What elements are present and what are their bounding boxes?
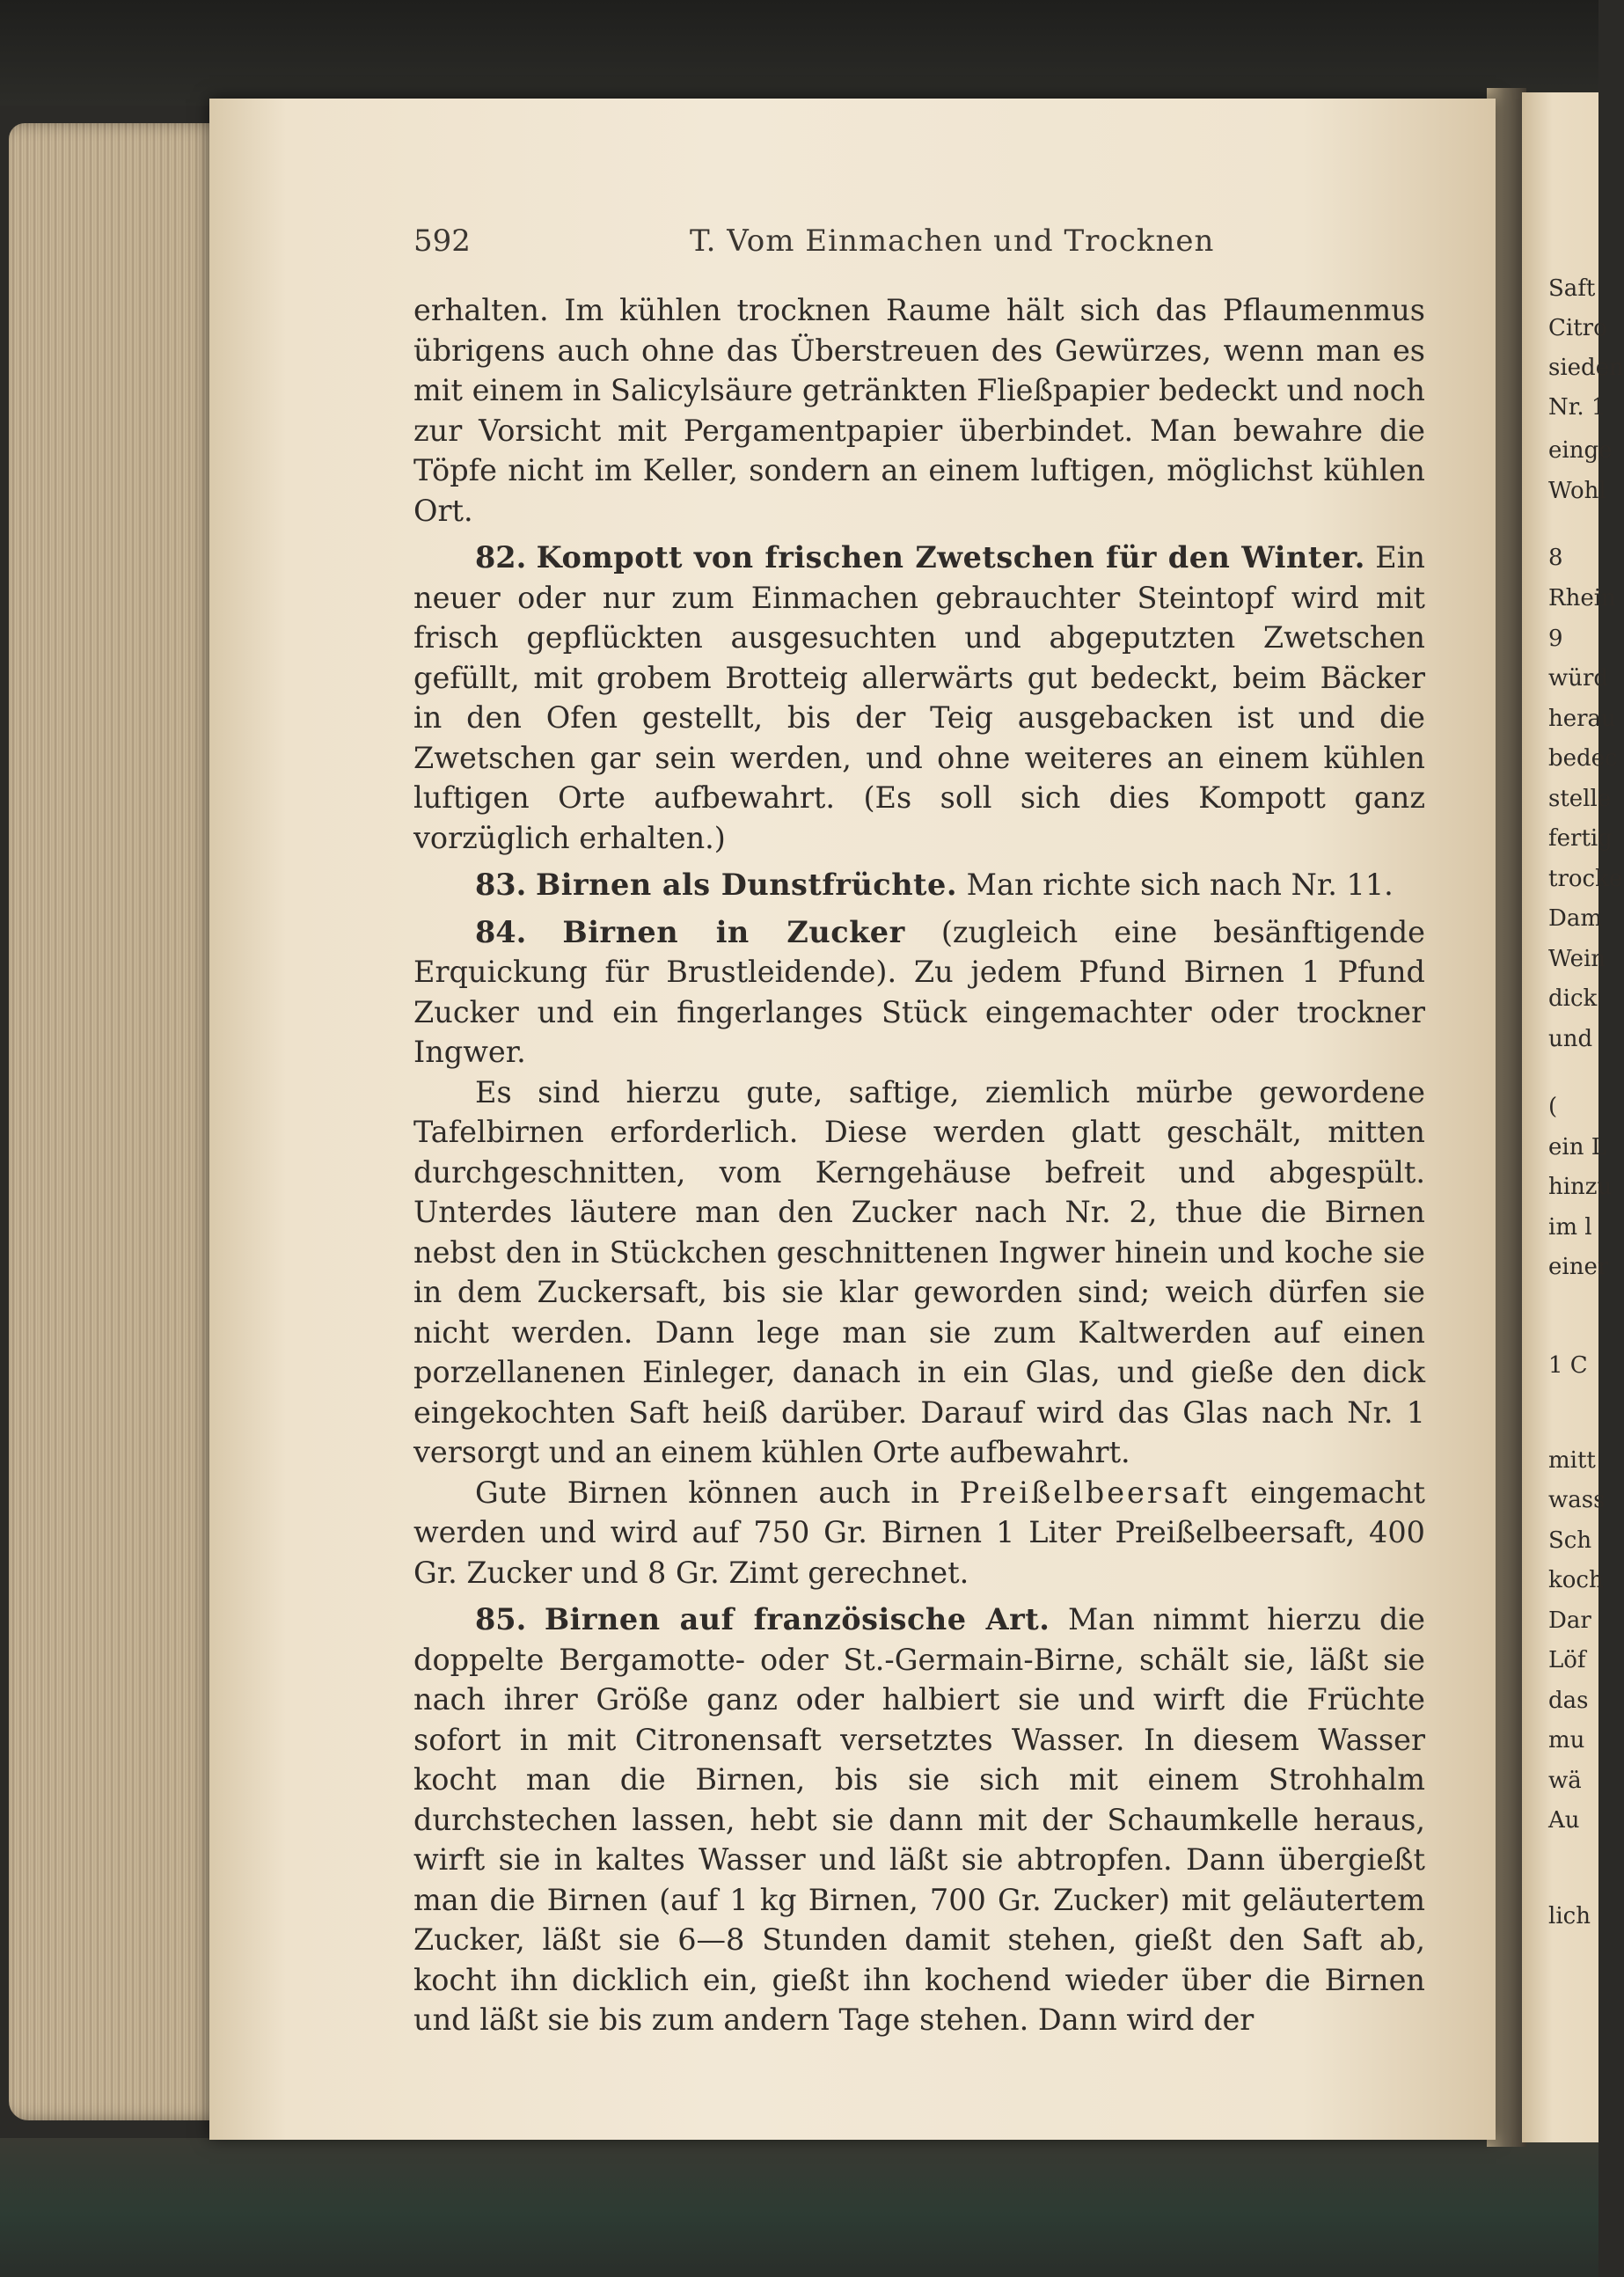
page-edges xyxy=(9,123,224,2120)
recipe-84 xyxy=(413,912,1425,1073)
recipe-title: Birnen in Zucker xyxy=(562,914,905,949)
running-title: T. Vom Einmachen und Trocknen xyxy=(690,223,1215,259)
right-page-fragment: das xyxy=(1548,1688,1589,1714)
paragraph: Es sind hierzu gute, saftige, ziemlich mürbe gewordene Tafelbirnen erforderlich. Diese werden glatt geschält, mitten durchgeschnitten, vom Kerngehäuse befreit und abgespült. Unterdes läutere man den Zucker nach Nr. 2, thue die Birnen nebst den in Stückchen geschnittenen Ingwer hinein und koche sie in dem Zuckersaft, bis sie klar geworden sind; weich dürfen sie nicht werden. Dann lege man sie zum Kaltwerden auf einen porzellanenen Einleger, danach in ein Glas, und gieße den dick eingekochten Saft heiß darüber. Darauf wird das Glas nach Nr. 1 versorgt und an einem kühlen Orte aufbewahrt. xyxy=(413,1074,1425,1469)
right-page-fragment: bedec xyxy=(1548,745,1618,772)
recipe-text: Ein neuer oder nur zum Einmachen gebrauchter Steintopf wird mit frisch gepflückten ausgesuchten und abgeputzten Zwetschen gefüllt, mit grobem Brotteig allerwärts gut bedeckt, beim Bäcker in den Ofen gestellt, bis der Teig ausgebacken ist und die Zwetschen gar sein werden, und ohne weiteres an einem kühlen luftigen Orte aufbewahrt. (Es soll sich dies Kompott ganz vorzüglich erhalten.) xyxy=(413,540,1425,855)
recipe-number: 85. xyxy=(475,1602,527,1636)
right-page-fragment: Saft xyxy=(1548,275,1596,302)
right-page-fragment: Au xyxy=(1548,1807,1580,1834)
right-page-fragment: 9 xyxy=(1548,626,1563,652)
recipe-text: (zugleich eine besänftigende Erquickung für Brustleidende). Zu jedem Pfund Birnen 1 Pfund Zucker und ein fingerlanges Stück eingemachter oder trockner Ingwer. xyxy=(413,914,1426,1069)
recipe-title: Kompott von frischen Zwetschen für den Winter. xyxy=(536,540,1365,575)
right-page-fragment: einer xyxy=(1548,1254,1609,1280)
right-page-fragment: wä xyxy=(1548,1768,1582,1794)
recipe-text: Man richte sich nach Nr. 11. xyxy=(957,868,1394,902)
right-page-fragment: und xyxy=(1548,1026,1593,1052)
recipe-85 xyxy=(413,1600,1425,2040)
right-page-fragment: hinzu xyxy=(1548,1174,1613,1200)
right-page-fragment: wass xyxy=(1548,1487,1606,1513)
right-page-fragment: Dar xyxy=(1548,1607,1591,1634)
right-page-fragment: Sch xyxy=(1548,1527,1592,1554)
right-page-fragment: herau xyxy=(1548,706,1616,732)
recipe-title: Birnen als Dunstfrüchte. xyxy=(535,868,958,902)
right-page-fragment: dick xyxy=(1548,985,1598,1012)
right-page-fragment: Citro xyxy=(1548,315,1607,341)
right-page-fragment: 1 C xyxy=(1548,1352,1588,1379)
recipe-82 xyxy=(413,538,1425,858)
right-page-fragment: ein L xyxy=(1548,1134,1606,1160)
paragraph-text: eingemacht werden und wird auf 750 Gr. Birnen 1 Liter Preißelbeersaft, 400 Gr. Zucker und 8 Gr. Zimt gerechnet. xyxy=(413,1475,1425,1590)
right-page-fragment: koch xyxy=(1548,1567,1604,1593)
right-page-fragment: mu xyxy=(1548,1727,1585,1754)
paragraph-continuation: erhalten. Im kühlen trocknen Raume hält sich das Pflaumenmus übrigens auch ohne das Überstreuen des Gewürzes, wenn man es mit einem in Salicylsäure getränkten Fließpapier bedeckt und noch zur Vorsicht mit Pergamentpapier überbindet. Man bewahre die Töpfe nicht im Keller, sondern an einem luftigen, möglichst kühlen Ort. xyxy=(413,293,1425,528)
right-page-fragment: Rhein xyxy=(1548,585,1616,611)
emphasized-term: Preißelbeersaft xyxy=(959,1475,1230,1510)
right-page-fragment: im l xyxy=(1548,1214,1592,1241)
recipe-title: Birnen auf französische Art. xyxy=(544,1602,1050,1636)
running-head xyxy=(413,223,1434,267)
recipe-number: 83. xyxy=(475,868,527,902)
right-page-fragment: Löf xyxy=(1548,1647,1586,1673)
right-page-fragment: lich xyxy=(1548,1903,1591,1929)
right-page-fragment: sieden xyxy=(1548,355,1624,381)
page-number: 592 xyxy=(413,223,471,259)
right-page-fragment: würd xyxy=(1548,665,1609,692)
right-page-fragment: fertig xyxy=(1548,825,1613,852)
right-page-fragment: stelle xyxy=(1548,786,1612,812)
recipe-83 xyxy=(413,865,1425,905)
right-page-fragment: ( xyxy=(1548,1094,1558,1120)
recipe-text: Man nimmt hierzu die doppelte Bergamotte- oder St.-Germain-Birne, schält sie, läßt sie nach ihrer Größe ganz oder halbiert sie und wirft die Früchte sofort in mit Citronensaft versetztes Wasser. In diesem Wasser kocht man die Birnen, bis sie sich mit einem Strohhalm durchstechen lassen, hebt sie dann mit der Schaumkelle heraus, wirft sie in kaltes Wasser und läßt sie abtropfen. Dann übergießt man die Birnen (auf 1 kg Birnen, 700 Gr. Zucker) mit geläutertem Zucker, läßt sie 6—8 Stunden damit stehen, gießt den Saft ab, kocht ihn dicklich ein, gießt ihn kochend wieder über die Birnen und läßt sie bis zum andern Tage stehen. Dann wird der xyxy=(413,1602,1425,2037)
paragraph xyxy=(413,1473,1425,1593)
book-cover-top xyxy=(0,0,1598,106)
right-page-edge xyxy=(1522,92,1624,2142)
recipe-number: 84. xyxy=(475,914,527,949)
paragraph-text: Gute Birnen können auch in xyxy=(475,1475,960,1510)
right-page-fragment: Dam xyxy=(1548,905,1603,932)
right-page-fragment: Wohl xyxy=(1548,478,1606,504)
right-page-fragment: Wein xyxy=(1548,946,1606,972)
recipe-number: 82. xyxy=(475,540,527,575)
body-text xyxy=(413,290,1425,2040)
right-page-fragment: 8 xyxy=(1548,545,1563,571)
book-cover-bottom xyxy=(0,2138,1598,2277)
right-page-fragment: Nr. 1 xyxy=(1548,394,1606,421)
right-page-fragment: trocke xyxy=(1548,866,1623,892)
right-page-fragment: mitt xyxy=(1548,1447,1596,1474)
right-page-fragment: einge xyxy=(1548,437,1613,464)
